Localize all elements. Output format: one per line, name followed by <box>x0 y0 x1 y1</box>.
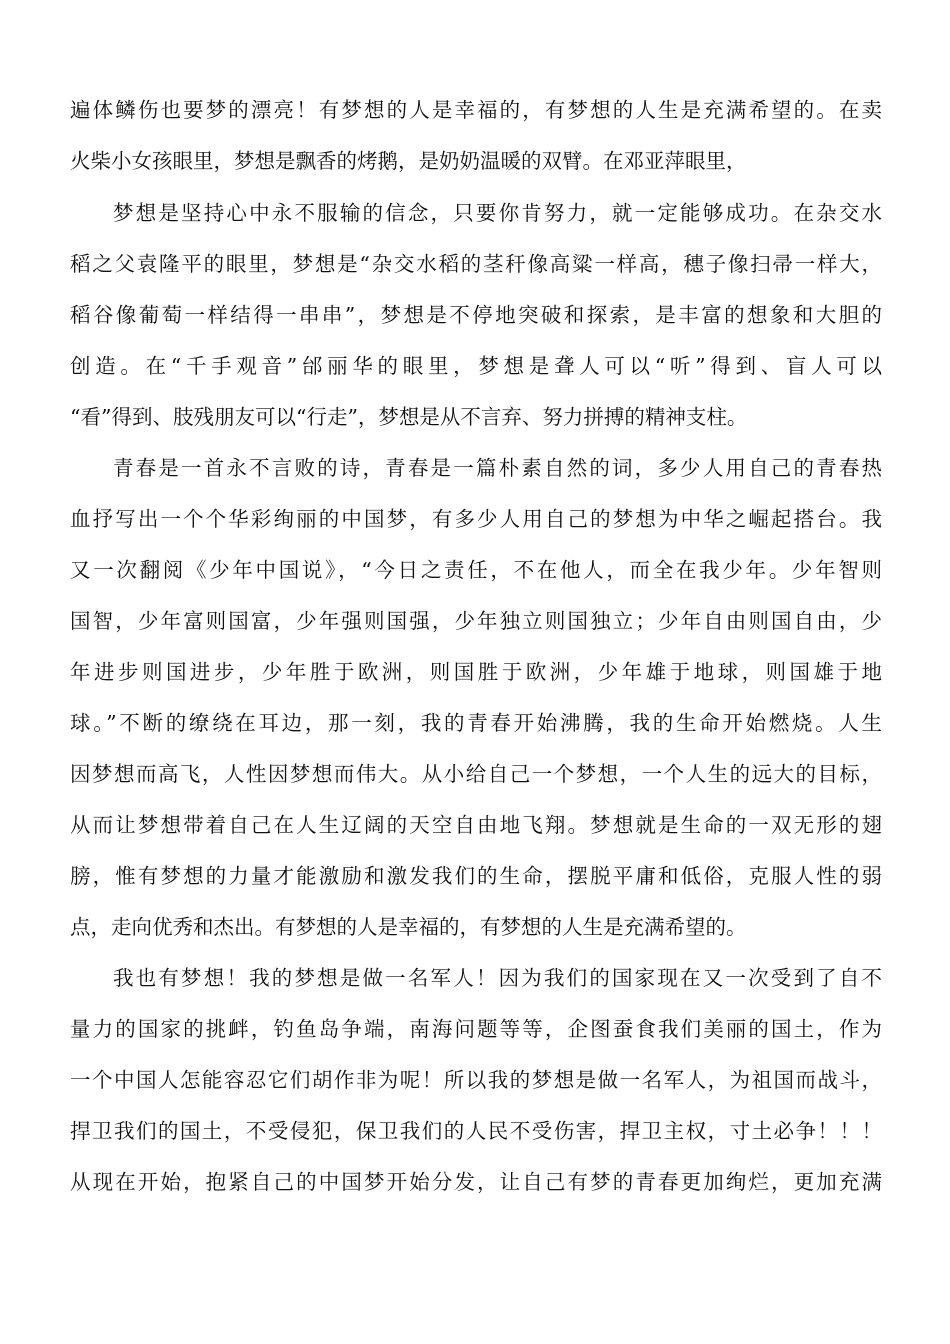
text-line: “看”得到、肢残朋友可以“行走”，梦想是从不言弃、努力拼搏的精神支柱。 <box>70 405 748 429</box>
text-line: 又一次翻阅《少年中国说》，“今日之责任，不在他人，而全在我少年。少年智则 <box>70 558 882 582</box>
text-line: 从而让梦想带着自己在人生辽阔的天空自由地飞翔。梦想就是生命的一双无形的翅 <box>70 813 882 837</box>
text-line: 国智，少年富则国富，少年强则国强，少年独立则国独立；少年自由则国自由，少 <box>70 609 882 633</box>
text-line: 青春是一首永不言败的诗，青春是一篇朴素自然的词，多少人用自己的青春热 <box>113 456 882 480</box>
text-line: 我也有梦想！我的梦想是做一名军人！因为我们的国家现在又一次受到了自不 <box>113 966 882 990</box>
text-line: 因梦想而高飞，人性因梦想而伟大。从小给自己一个梦想，一个人生的远大的目标， <box>70 762 882 786</box>
text-line: 稻谷像葡萄一样结得一串串”，梦想是不停地突破和探索，是丰富的想象和大胆的 <box>70 303 882 327</box>
text-line: 稻之父袁隆平的眼里，梦想是“杂交水稻的茎秆像高粱一样高，穗子像扫帚一样大， <box>70 252 882 276</box>
text-line: 从现在开始，抱紧自己的中国梦开始分发，让自己有梦的青春更加绚烂，更加充满 <box>70 1170 882 1194</box>
text-line: 捍卫我们的国土，不受侵犯，保卫我们的人民不受伤害，捍卫主权，寸土必争！！！ <box>70 1119 882 1143</box>
text-line: 一个中国人怎能容忍它们胡作非为呢！所以我的梦想是做一名军人，为祖国而战斗， <box>70 1068 882 1092</box>
text-line: 球。”不断的缭绕在耳边，那一刻，我的青春开始沸腾，我的生命开始燃烧。人生 <box>70 711 882 735</box>
text-line: 量力的国家的挑衅，钓鱼岛争端，南海问题等等，企图蚕食我们美丽的国土，作为 <box>70 1017 882 1041</box>
text-line: 年进步则国进步，少年胜于欧洲，则国胜于欧洲，少年雄于地球，则国雄于地 <box>70 660 882 684</box>
text-line: 创造。在“千手观音”邰丽华的眼里，梦想是聋人可以“听”得到、盲人可以 <box>70 354 882 378</box>
text-line: 梦想是坚持心中永不服输的信念，只要你肯努力，就一定能够成功。在杂交水 <box>113 201 882 225</box>
text-line: 火柴小女孩眼里，梦想是飘香的烤鹅，是奶奶温暖的双臂。在邓亚萍眼里， <box>70 149 747 173</box>
text-line: 遍体鳞伤也要梦的漂亮！有梦想的人是幸福的，有梦想的人生是充满希望的。在卖 <box>70 98 882 122</box>
text-line: 点，走向优秀和杰出。有梦想的人是幸福的，有梦想的人生是充满希望的。 <box>70 915 747 939</box>
text-line: 血抒写出一个个华彩绚丽的中国梦，有多少人用自己的梦想为中华之崛起搭台。我 <box>70 507 882 531</box>
text-line: 膀，惟有梦想的力量才能激励和激发我们的生命，摆脱平庸和低俗，克服人性的弱 <box>70 864 882 888</box>
